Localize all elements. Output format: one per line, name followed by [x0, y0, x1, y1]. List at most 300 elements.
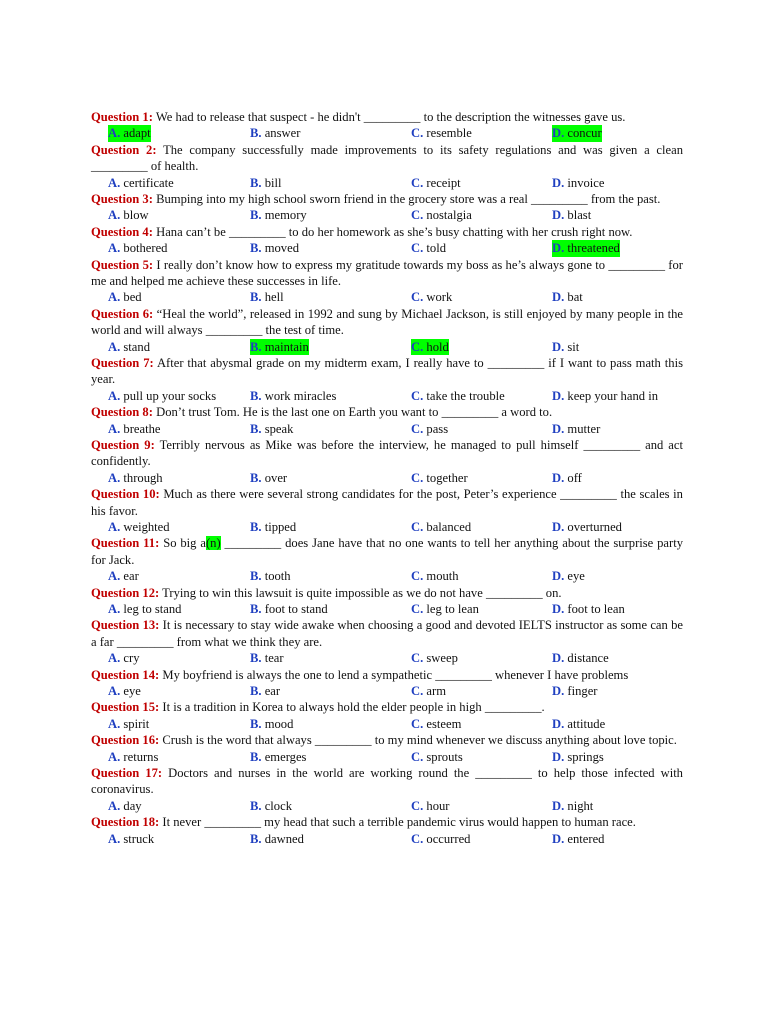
- option-text: bed: [123, 290, 142, 305]
- option-text: esteem: [426, 716, 462, 731]
- option-text: eye: [123, 684, 141, 699]
- question-18: [91, 814, 683, 847]
- question-label: Question 17:: [91, 766, 163, 780]
- question-label: Question 1:: [91, 110, 153, 124]
- option-letter: B.: [250, 798, 262, 813]
- option-text: adapt: [123, 126, 151, 141]
- question-9: [91, 437, 683, 486]
- option-c[interactable]: [411, 798, 450, 814]
- answer-options: [91, 568, 683, 584]
- option-letter: C.: [411, 716, 424, 731]
- option-text: occurred: [426, 831, 471, 846]
- option-text: day: [123, 798, 142, 813]
- option-letter: B.: [250, 290, 262, 305]
- question-stem: [91, 355, 683, 388]
- option-letter: A.: [108, 602, 121, 617]
- answer-options: [91, 289, 683, 305]
- option-text: arm: [426, 684, 446, 699]
- option-text: eye: [567, 569, 585, 584]
- option-a[interactable]: [108, 207, 149, 223]
- option-letter: B.: [250, 175, 262, 190]
- option-b[interactable]: [250, 207, 307, 223]
- option-c[interactable]: [411, 683, 446, 699]
- option-c[interactable]: [411, 175, 461, 191]
- question-label: Question 10:: [91, 487, 160, 502]
- question-stem: [91, 585, 683, 601]
- option-letter: A.: [108, 175, 121, 190]
- option-text: work: [426, 290, 453, 305]
- option-d[interactable]: [552, 388, 658, 404]
- option-letter: B.: [250, 602, 262, 617]
- option-text: emerges: [264, 749, 307, 764]
- question-stem: [91, 699, 683, 715]
- option-a[interactable]: [108, 683, 141, 699]
- option-letter: A.: [108, 241, 121, 256]
- option-letter: C.: [411, 651, 424, 666]
- question-text: Much as there were several strong candidates for the post, Peter’s experience _________ the scales in his favor.: [91, 487, 683, 518]
- option-b[interactable]: [250, 749, 306, 765]
- answer-options: [91, 470, 683, 486]
- option-b[interactable]: [250, 289, 284, 305]
- option-text: attitude: [567, 716, 606, 731]
- option-text: over: [264, 470, 288, 485]
- option-text: hour: [426, 798, 450, 813]
- option-letter: C.: [411, 749, 424, 764]
- question-4: [91, 224, 683, 257]
- option-letter: B.: [250, 749, 262, 764]
- option-text: certificate: [123, 175, 174, 190]
- option-d[interactable]: [552, 125, 602, 141]
- question-label: Question 14:: [91, 667, 160, 682]
- option-text: tipped: [264, 520, 297, 535]
- option-b[interactable]: [250, 650, 284, 666]
- option-letter: A.: [108, 208, 121, 223]
- option-d[interactable]: [552, 240, 620, 256]
- question-16: [91, 732, 683, 765]
- option-letter: D.: [552, 602, 565, 617]
- option-text: tooth: [264, 569, 291, 584]
- question-text: Doctors and nurses in the world are working round the _________ to help those infected with coronavirus.: [91, 766, 683, 797]
- option-letter: D.: [552, 716, 565, 731]
- answer-options: [91, 339, 683, 355]
- option-b[interactable]: [250, 470, 287, 486]
- option-d[interactable]: [552, 207, 591, 223]
- option-letter: C.: [411, 388, 424, 403]
- option-text: foot to lean: [567, 602, 625, 617]
- option-letter: B.: [250, 569, 262, 584]
- question-stem: [91, 109, 683, 125]
- option-text: take the trouble: [426, 388, 505, 403]
- question-3: [91, 191, 683, 224]
- option-text: bill: [264, 175, 282, 190]
- question-text: So big a: [163, 536, 206, 551]
- question-stem: [91, 814, 683, 830]
- option-c[interactable]: [411, 716, 461, 732]
- question-label: Question 12:: [91, 585, 160, 600]
- option-letter: A.: [108, 749, 121, 764]
- question-stem: [91, 404, 683, 420]
- option-text: tear: [264, 651, 284, 666]
- option-text: sweep: [426, 651, 458, 666]
- option-a[interactable]: [108, 650, 140, 666]
- question-text: Trying to win this lawsuit is quite impossible as we do not have _________ on.: [162, 585, 562, 600]
- answer-options: [91, 683, 683, 699]
- question-17: [91, 765, 683, 814]
- option-letter: D.: [552, 241, 565, 256]
- option-c[interactable]: [411, 125, 472, 141]
- question-stem: [91, 224, 683, 240]
- option-text: speak: [264, 421, 294, 436]
- question-label: Question 13:: [91, 618, 160, 633]
- option-c[interactable]: [411, 519, 471, 535]
- option-text: maintain: [264, 339, 309, 354]
- question-stem: [91, 617, 683, 650]
- option-d[interactable]: [552, 831, 604, 847]
- question-label: Question 7:: [91, 356, 154, 370]
- question-7: [91, 355, 683, 404]
- question-stem: [91, 191, 683, 207]
- option-letter: D.: [552, 421, 565, 436]
- option-text: balanced: [426, 520, 472, 535]
- question-text: It is a tradition in Korea to always hold the elder people in high _________.: [162, 700, 545, 715]
- option-letter: D.: [552, 684, 565, 699]
- question-stem: [91, 306, 683, 339]
- option-letter: B.: [250, 339, 262, 354]
- option-letter: C.: [411, 602, 424, 617]
- option-text: keep your hand in: [567, 388, 658, 403]
- option-text: blast: [567, 208, 592, 223]
- option-a[interactable]: [108, 339, 150, 355]
- question-stem: [91, 142, 683, 175]
- option-text: told: [426, 241, 446, 256]
- option-text: clock: [264, 798, 292, 813]
- question-label: Question 15:: [91, 700, 160, 715]
- option-text: returns: [123, 749, 159, 764]
- question-12: [91, 585, 683, 618]
- option-d[interactable]: [552, 716, 605, 732]
- option-text: mutter: [567, 421, 601, 436]
- question-stem: [91, 667, 683, 683]
- option-text: mouth: [426, 569, 459, 584]
- option-letter: C.: [411, 339, 424, 354]
- question-label: Question 5:: [91, 257, 154, 272]
- option-c[interactable]: [411, 831, 470, 847]
- question-label: Question 18:: [91, 815, 160, 830]
- option-text: distance: [567, 651, 609, 666]
- answer-options: [91, 601, 683, 617]
- option-c[interactable]: [411, 470, 468, 486]
- option-b[interactable]: [250, 175, 282, 191]
- question-stem: [91, 257, 683, 290]
- option-letter: D.: [552, 388, 565, 403]
- option-d[interactable]: [552, 650, 609, 666]
- question-13: [91, 617, 683, 666]
- option-b[interactable]: [250, 519, 296, 535]
- option-c[interactable]: [411, 240, 446, 256]
- question-list: [91, 109, 683, 847]
- option-letter: A.: [108, 470, 121, 485]
- option-a[interactable]: [108, 240, 167, 256]
- option-letter: C.: [411, 175, 424, 190]
- option-text: struck: [123, 831, 155, 846]
- option-text: finger: [567, 684, 598, 699]
- option-c[interactable]: [411, 339, 449, 355]
- answer-options: [91, 421, 683, 437]
- option-d[interactable]: [552, 519, 622, 535]
- option-letter: D.: [552, 126, 565, 141]
- option-letter: B.: [250, 208, 262, 223]
- option-text: night: [567, 798, 594, 813]
- answer-options: [91, 749, 683, 765]
- option-letter: B.: [250, 716, 262, 731]
- option-text: bat: [567, 290, 583, 305]
- option-b[interactable]: [250, 683, 280, 699]
- option-letter: C.: [411, 798, 424, 813]
- option-letter: C.: [411, 126, 424, 141]
- option-b[interactable]: [250, 125, 300, 141]
- question-text: (n): [205, 536, 221, 551]
- question-text: My boyfriend is always the one to lend a sympathetic _________ whenever I have problems: [162, 667, 629, 682]
- question-11: [91, 535, 683, 584]
- question-6: [91, 306, 683, 355]
- option-text: sprouts: [426, 749, 463, 764]
- option-text: dawned: [264, 831, 304, 846]
- option-letter: A.: [108, 421, 121, 436]
- option-a[interactable]: [108, 519, 170, 535]
- question-stem: [91, 732, 683, 748]
- answer-options: [91, 175, 683, 191]
- option-letter: B.: [250, 831, 262, 846]
- option-text: sit: [567, 339, 580, 354]
- option-a[interactable]: [108, 568, 139, 584]
- option-d[interactable]: [552, 289, 583, 305]
- question-text: It never _________ my head that such a terrible pandemic virus would happen to human race.: [162, 815, 636, 830]
- option-d[interactable]: [552, 683, 597, 699]
- option-b[interactable]: [250, 388, 336, 404]
- question-8: [91, 404, 683, 437]
- option-c[interactable]: [411, 207, 472, 223]
- option-letter: D.: [552, 290, 565, 305]
- option-b[interactable]: [250, 240, 299, 256]
- option-a[interactable]: [108, 749, 158, 765]
- option-text: springs: [567, 749, 604, 764]
- option-text: leg to stand: [123, 602, 182, 617]
- option-b[interactable]: [250, 421, 293, 437]
- option-text: together: [426, 470, 468, 485]
- option-letter: A.: [108, 798, 121, 813]
- option-letter: C.: [411, 470, 424, 485]
- option-d[interactable]: [552, 749, 604, 765]
- option-letter: D.: [552, 651, 565, 666]
- answer-options: [91, 650, 683, 666]
- option-letter: B.: [250, 388, 262, 403]
- question-label: Question 9:: [91, 438, 155, 452]
- question-label: Question 16:: [91, 733, 160, 748]
- question-label: Question 3:: [91, 192, 153, 206]
- option-letter: D.: [552, 175, 565, 190]
- option-letter: C.: [411, 208, 424, 223]
- option-text: ear: [123, 569, 139, 584]
- option-letter: C.: [411, 421, 424, 436]
- option-text: hell: [264, 290, 284, 305]
- option-letter: B.: [250, 684, 262, 699]
- option-text: through: [123, 470, 163, 485]
- option-a[interactable]: [108, 831, 154, 847]
- answer-options: [91, 716, 683, 732]
- answer-options: [91, 240, 683, 256]
- option-letter: A.: [108, 388, 121, 403]
- option-letter: A.: [108, 520, 121, 535]
- option-letter: D.: [552, 831, 565, 846]
- option-a[interactable]: [108, 125, 151, 141]
- question-label: Question 2:: [91, 142, 157, 157]
- option-c[interactable]: [411, 289, 452, 305]
- option-b[interactable]: [250, 601, 328, 617]
- option-text: receipt: [426, 175, 461, 190]
- option-text: memory: [264, 208, 307, 223]
- option-text: ear: [264, 684, 281, 699]
- option-a[interactable]: [108, 601, 181, 617]
- option-letter: C.: [411, 831, 424, 846]
- option-text: concur: [567, 126, 602, 141]
- question-label: Question 6:: [91, 306, 154, 321]
- option-b[interactable]: [250, 831, 304, 847]
- option-letter: D.: [552, 749, 565, 764]
- option-c[interactable]: [411, 421, 448, 437]
- question-text: Don’t trust Tom. He is the last one on Earth you want to _________ a word to.: [156, 405, 553, 420]
- option-d[interactable]: [552, 339, 579, 355]
- option-d[interactable]: [552, 421, 600, 437]
- option-letter: B.: [250, 421, 262, 436]
- option-c[interactable]: [411, 388, 505, 404]
- option-letter: C.: [411, 290, 424, 305]
- option-text: moved: [264, 241, 299, 256]
- option-c[interactable]: [411, 749, 463, 765]
- option-text: threatened: [567, 241, 620, 256]
- option-letter: D.: [552, 569, 565, 584]
- option-letter: C.: [411, 684, 424, 699]
- option-d[interactable]: [552, 568, 585, 584]
- option-a[interactable]: [108, 716, 149, 732]
- option-text: weighted: [123, 520, 170, 535]
- option-text: bothered: [123, 241, 168, 256]
- question-stem: [91, 486, 683, 519]
- question-stem: [91, 765, 683, 798]
- answer-options: [91, 125, 683, 141]
- option-b[interactable]: [250, 568, 291, 584]
- option-letter: B.: [250, 651, 262, 666]
- option-text: answer: [264, 126, 301, 141]
- question-text: “Heal the world”, released in 1992 and sung by Michael Jackson, is still enjoyed by many people in the world and will always _________ the test of time.: [91, 306, 683, 338]
- option-b[interactable]: [250, 339, 309, 355]
- option-text: entered: [567, 831, 605, 846]
- option-letter: A.: [108, 651, 121, 666]
- answer-options: [91, 831, 683, 847]
- option-letter: B.: [250, 470, 262, 485]
- option-letter: D.: [552, 470, 565, 485]
- question-10: [91, 486, 683, 535]
- option-c[interactable]: [411, 650, 458, 666]
- option-text: spirit: [123, 716, 150, 731]
- option-b[interactable]: [250, 716, 293, 732]
- option-text: work miracles: [264, 388, 337, 403]
- question-text: We had to release that suspect - he didn't _________ to the description the witnesses gave us.: [155, 110, 626, 124]
- option-a[interactable]: [108, 798, 142, 814]
- answer-options: [91, 519, 683, 535]
- option-letter: B.: [250, 126, 262, 141]
- question-14: [91, 667, 683, 700]
- option-letter: A.: [108, 126, 121, 141]
- option-text: invoice: [567, 175, 605, 190]
- answer-options: [91, 388, 683, 404]
- option-a[interactable]: [108, 289, 142, 305]
- option-d[interactable]: [552, 470, 582, 486]
- option-letter: D.: [552, 798, 565, 813]
- option-a[interactable]: [108, 421, 160, 437]
- question-text: Hana can’t be _________ to do her homework as she’s busy chatting with her crush right now.: [156, 224, 633, 239]
- option-letter: A.: [108, 569, 121, 584]
- option-d[interactable]: [552, 798, 593, 814]
- option-text: mood: [264, 716, 294, 731]
- option-letter: A.: [108, 716, 121, 731]
- option-text: stand: [123, 339, 150, 354]
- option-text: breathe: [123, 421, 161, 436]
- option-b[interactable]: [250, 798, 292, 814]
- option-text: hold: [426, 339, 449, 354]
- answer-options: [91, 798, 683, 814]
- question-text: The company successfully made improvements to its safety regulations and was given a clean _________ of health.: [91, 142, 683, 174]
- option-letter: C.: [411, 241, 424, 256]
- question-text: Crush is the word that always _________ to my mind whenever we discuss anything about love topic.: [162, 733, 677, 748]
- question-5: [91, 257, 683, 306]
- answer-options: [91, 207, 683, 223]
- option-a[interactable]: [108, 175, 174, 191]
- question-label: Question 4:: [91, 224, 153, 239]
- option-text: cry: [123, 651, 140, 666]
- option-text: off: [567, 470, 582, 485]
- question-stem: [91, 437, 683, 470]
- option-letter: A.: [108, 290, 121, 305]
- question-1: [91, 109, 683, 142]
- question-text: Terribly nervous as Mike was before the interview, he managed to pull himself _________ and act confidently.: [91, 438, 683, 469]
- option-letter: D.: [552, 208, 565, 223]
- option-letter: D.: [552, 339, 565, 354]
- question-text: I really don’t know how to express my gratitude towards my boss as he’s always gone to _________ for me and helped me achieve these successes in life.: [91, 257, 683, 288]
- option-letter: A.: [108, 339, 121, 354]
- option-text: pull up your socks: [123, 388, 217, 403]
- option-letter: C.: [411, 520, 424, 535]
- option-a[interactable]: [108, 470, 163, 486]
- option-text: leg to lean: [426, 602, 479, 617]
- option-letter: B.: [250, 520, 262, 535]
- option-a[interactable]: [108, 388, 216, 404]
- option-c[interactable]: [411, 568, 459, 584]
- option-letter: C.: [411, 569, 424, 584]
- option-text: pass: [426, 421, 449, 436]
- question-label: Question 8:: [91, 405, 153, 420]
- question-text: _________ does Jane have that no one wants to tell her anything about the surprise party for Jack.: [91, 536, 684, 567]
- option-d[interactable]: [552, 601, 625, 617]
- option-text: overturned: [567, 520, 622, 535]
- option-d[interactable]: [552, 175, 604, 191]
- question-text: After that abysmal grade on my midterm exam, I really have to _________ if I want to pass math this year.: [91, 356, 683, 387]
- option-text: foot to stand: [264, 602, 328, 617]
- question-15: [91, 699, 683, 732]
- option-letter: B.: [250, 241, 262, 256]
- question-text: Bumping into my high school sworn friend in the grocery store was a real _________ from the past.: [156, 192, 661, 206]
- option-text: nostalgia: [426, 208, 472, 223]
- option-c[interactable]: [411, 601, 479, 617]
